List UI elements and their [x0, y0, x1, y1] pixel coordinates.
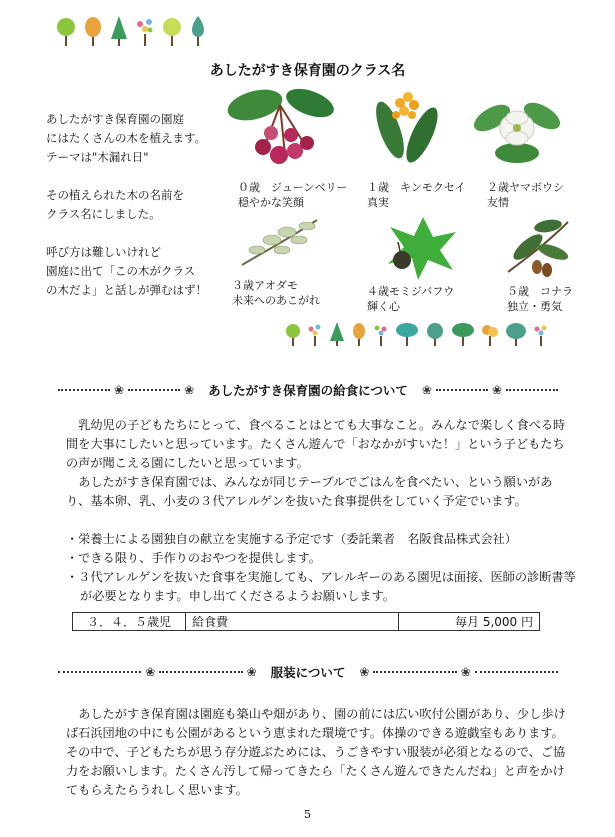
- lunch-section-header: [58, 380, 558, 400]
- class-name: ５歳 コナラ: [507, 285, 573, 298]
- orange-tree-icon: [351, 322, 367, 346]
- divider: [128, 389, 180, 391]
- fee-age: ３．４．５歳児: [73, 613, 186, 631]
- divider: [436, 389, 488, 391]
- yellow-tree-icon: [162, 16, 182, 46]
- pine-tree-icon: [329, 322, 345, 346]
- flower-icon: ❀: [145, 665, 156, 679]
- sweetgum-illustration: [378, 212, 463, 282]
- intro-paragraph: あしたがすき保育園の園庭 にはたくさんの木を植えます。 テーマは"木漏れ日": [46, 112, 207, 164]
- konara-illustration: [503, 212, 573, 282]
- clothing-section-header: [58, 662, 558, 682]
- class-meaning: 友情: [487, 196, 509, 209]
- lunch-section-title: あしたがすき保育園の給食について: [208, 383, 408, 398]
- divider: [475, 671, 558, 673]
- flower-icon: ❀: [246, 665, 257, 679]
- class-name: ４歳モミジバフウ: [367, 285, 455, 298]
- lunch-paragraph-1: 乳幼児の子どもたちにとって、食べることはとても大事なこと。みんなで楽しく食べる時間を大事にしたいと思っています。たくさん遊んで「おなかがすいた！」という子どもたちの声が聞こえる園にしたいと思っています。: [66, 418, 566, 470]
- class-name: ２歳ヤマボウシ: [487, 181, 564, 194]
- flower-icon: ❀: [114, 383, 125, 397]
- divider: [506, 389, 558, 391]
- divider: [58, 671, 141, 673]
- class-meaning: 真実: [367, 196, 389, 209]
- flower-icon: ❀: [359, 665, 370, 679]
- class-caption-3: [232, 278, 320, 308]
- flower-icon: ❀: [460, 665, 471, 679]
- flower-icon: ❀: [184, 383, 195, 397]
- flower-icon: ❀: [421, 383, 432, 397]
- umbrella-tree-icon: [395, 322, 419, 346]
- lunch-bullets: [66, 530, 576, 606]
- fee-item: 給食費: [186, 613, 399, 631]
- dogwood-illustration: [472, 88, 562, 173]
- tree-icons-top: [56, 16, 207, 46]
- umbrella-tree-icon: [505, 322, 527, 346]
- clothing-paragraph: あしたがすき保育園は園庭も築山や畑があり、園の前には広い吹付公園があり、少し歩けば石浜団地の中にも公園があるという恵まれた環境です。体操のできる遊戯室もあります。その中で、子どもたちが思う存分遊ぶためには、うごきやすい服装が必須となるので、ご協力をお願いします。たくさん汚して帰ってきたら「たくさん遊んできたんだね」と声をかけてもらえたらうれしく思います。: [66, 707, 566, 797]
- intro-paragraph: その植えられた木の名前を クラス名にしました。: [46, 188, 184, 221]
- class-caption-2: [487, 180, 564, 210]
- dotted-tree-icon: [533, 322, 549, 346]
- list-item: ・３代アレルゲンを抜いた食事を実施しても、アレルギーのある園児は面接、医師の診断書等が必要となります。申し出てくださるようお願いします。: [66, 570, 576, 603]
- class-meaning: 穏やかな笑顔: [238, 196, 304, 209]
- pine-tree-icon: [110, 16, 128, 46]
- teal-tree-icon: [189, 16, 207, 46]
- class-meaning: 輝く心: [367, 300, 400, 313]
- intro-paragraph: 呼び方は難しいけれど 園庭に出て「この木がクラス の木だよ」と話しが弾むはず！: [46, 245, 207, 297]
- round-tree-icon: [425, 322, 445, 346]
- dotted-tree-icon: [307, 322, 323, 346]
- class-meaning: 未来へのあこがれ: [232, 294, 320, 307]
- class-caption-5: [507, 284, 573, 314]
- orange-tree-icon: [83, 16, 103, 46]
- lunch-paragraph-2: あしたがすき保育園では、みんなが同じテーブルでごはんを食べたい、という願いがあり、基本卵、乳、小麦の３代アレルゲンを抜いた食事提供をしていく予定でいます。: [66, 475, 553, 508]
- class-caption-0: [238, 180, 348, 210]
- round-tree-icon: [56, 16, 76, 46]
- round-tree-icon: [285, 322, 301, 346]
- page-number: 5: [304, 808, 311, 821]
- page-title: あしたがすき保育園のクラス名: [209, 63, 406, 79]
- flower-icon: ❀: [491, 383, 503, 397]
- dotted-tree-icon: [135, 16, 155, 46]
- list-item: ・栄養士による園独自の献立を実施する予定です（委託業者 名阪食品株式会社）: [66, 532, 517, 546]
- fee-table: [72, 612, 540, 631]
- dotted-tree-icon: [373, 322, 389, 346]
- table-row: [73, 613, 540, 631]
- osmanthus-illustration: [370, 85, 440, 175]
- clothing-section-title: 服装について: [270, 665, 346, 680]
- fee-amount: 毎月 5,000 円: [399, 613, 540, 631]
- list-item: ・できる限り、手作りのおやつを提供します。: [66, 551, 321, 565]
- class-caption-1: [367, 180, 466, 210]
- divider: [373, 671, 456, 673]
- class-name: ３歳アオダモ: [232, 279, 298, 292]
- class-meaning: 独立・勇気: [507, 300, 562, 313]
- class-caption-4: [367, 284, 454, 314]
- divider: [58, 389, 110, 391]
- orange-tree-icon: [481, 322, 499, 346]
- class-name: ０歳 ジューンベリー: [238, 181, 348, 194]
- juneberry-illustration: [225, 85, 345, 175]
- umbrella-tree-icon: [451, 322, 475, 346]
- divider: [159, 671, 242, 673]
- class-name: １歳 キンモクセイ: [367, 181, 466, 194]
- tree-icons-middle: [285, 322, 549, 346]
- aodamo-illustration: [237, 210, 322, 270]
- intro-text: [46, 110, 207, 319]
